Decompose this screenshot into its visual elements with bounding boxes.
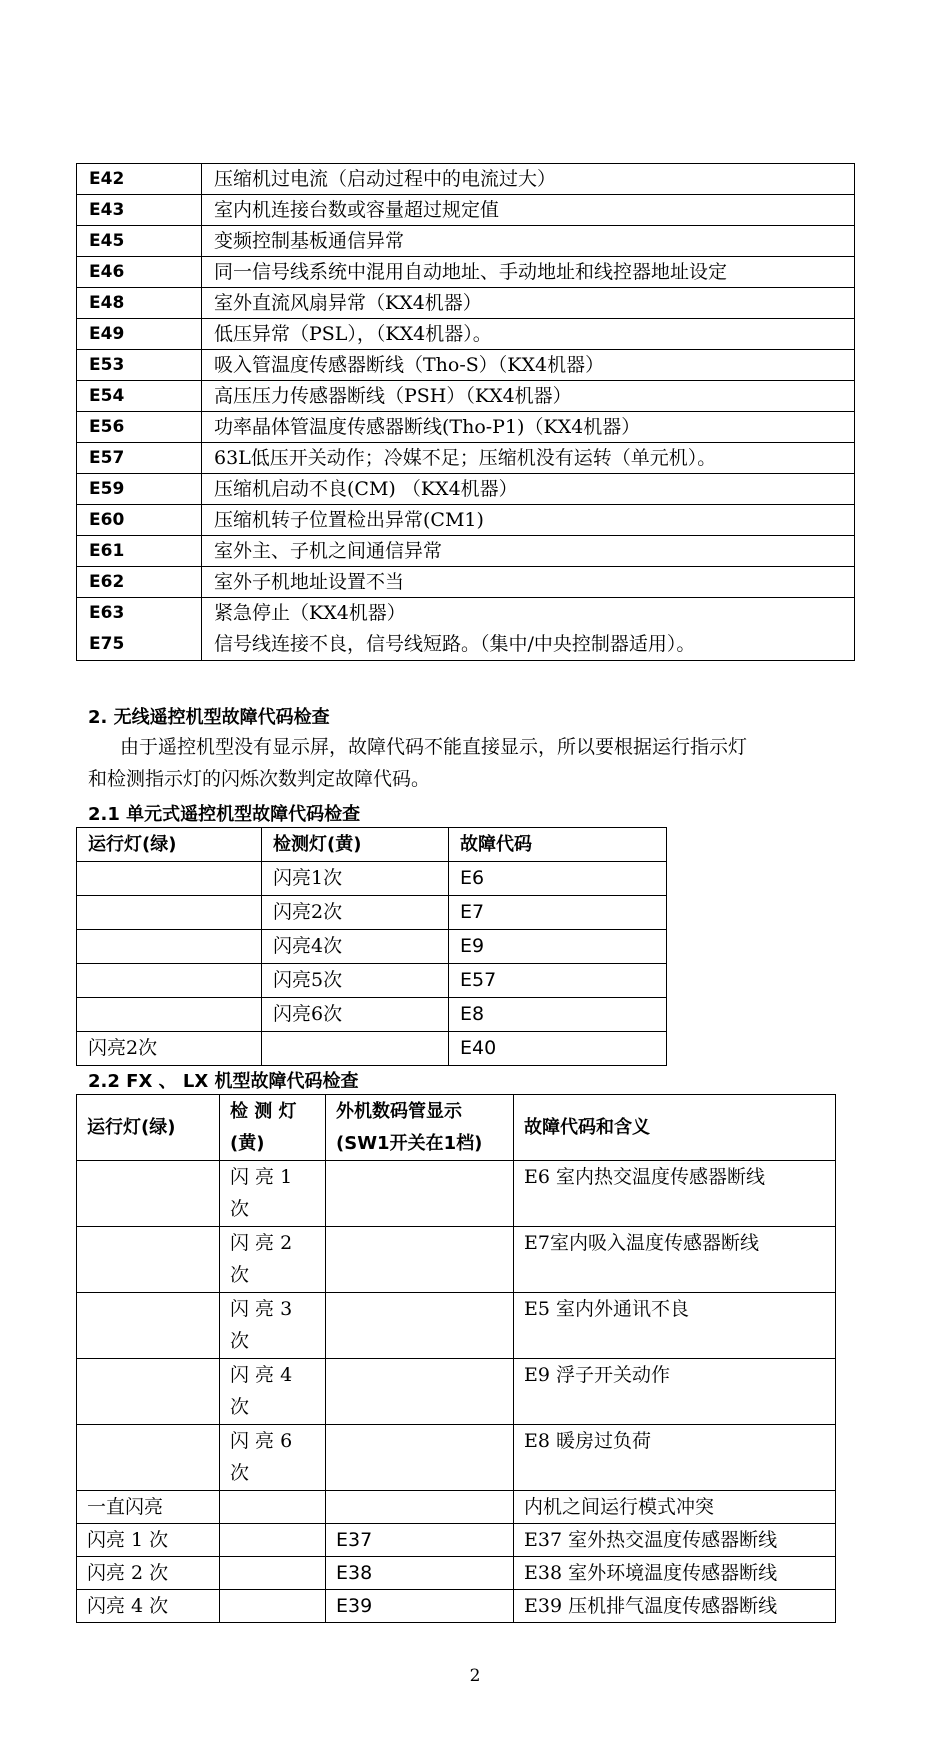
outdoor-display-cell — [326, 1491, 514, 1524]
error-code: E75 — [89, 634, 125, 654]
fx-lx-code-table — [76, 1094, 836, 1623]
error-code: E61 — [77, 536, 202, 567]
table-row — [77, 536, 855, 567]
error-description: 同一信号线系统中混用自动地址、手动地址和线控器地址设定 — [202, 257, 855, 288]
table-row — [77, 1557, 836, 1590]
error-description: 功率晶体管温度传感器断线(Tho-P1)（KX4机器） — [202, 412, 855, 443]
run-light-cell: 闪亮 2 次 — [77, 1557, 220, 1590]
error-code: E60 — [77, 505, 202, 536]
error-code: E56 — [77, 412, 202, 443]
table-row — [77, 1227, 836, 1293]
header-line: (黄) — [230, 1132, 265, 1154]
error-code: E54 — [77, 381, 202, 412]
table-row — [77, 505, 855, 536]
run-light-cell: 闪亮 4 次 — [77, 1590, 220, 1623]
error-code-cell: E8 — [449, 998, 667, 1032]
run-light-cell — [77, 896, 262, 930]
outdoor-display-cell — [326, 1359, 514, 1425]
table-row — [77, 1425, 836, 1491]
error-description: 63L低压开关动作；冷媒不足；压缩机没有运转（单元机）。 — [202, 443, 855, 474]
cell-line: 次 — [230, 1396, 250, 1418]
error-code: E63 — [89, 603, 125, 623]
table-row — [77, 474, 855, 505]
outdoor-display-cell — [326, 1161, 514, 1227]
table-row — [77, 1032, 667, 1066]
error-code: E45 — [77, 226, 202, 257]
table-row — [77, 1359, 836, 1425]
error-description: 压缩机启动不良(CM) （KX4机器） — [202, 474, 855, 505]
check-light-cell — [220, 1161, 326, 1227]
check-light-cell — [220, 1557, 326, 1590]
cell-line: 闪 亮 4 — [230, 1364, 293, 1386]
error-code: E48 — [77, 288, 202, 319]
header-line: (SW1开关在1档) — [336, 1132, 483, 1154]
run-light-cell: 闪亮2次 — [77, 1032, 262, 1066]
column-header: 故障代码 — [449, 828, 667, 862]
check-light-cell — [220, 1590, 326, 1623]
cell-line: 次 — [230, 1198, 250, 1220]
table-row — [77, 381, 855, 412]
table-row — [77, 257, 855, 288]
column-header: 运行灯(绿) — [77, 828, 262, 862]
paragraph-line: 由于遥控机型没有显示屏，故障代码不能直接显示，所以要根据运行指示灯 — [120, 736, 748, 758]
check-light-cell — [220, 1293, 326, 1359]
run-light-cell — [77, 998, 262, 1032]
check-light-cell: 闪亮5次 — [262, 964, 449, 998]
error-code-cell: E57 — [449, 964, 667, 998]
error-description: 室外直流风扇异常（KX4机器） — [202, 288, 855, 319]
check-light-cell — [220, 1359, 326, 1425]
column-header — [220, 1095, 326, 1161]
outdoor-display-cell: E38 — [326, 1557, 514, 1590]
run-light-cell: 闪亮 1 次 — [77, 1524, 220, 1557]
error-code: E62 — [77, 567, 202, 598]
meaning-cell: E37 室外热交温度传感器断线 — [514, 1524, 836, 1557]
table-row — [77, 964, 667, 998]
meaning-cell: E8 暖房过负荷 — [514, 1425, 836, 1491]
run-light-cell — [77, 1227, 220, 1293]
run-light-cell — [77, 964, 262, 998]
error-description: 吸入管温度传感器断线（Tho-S）（KX4机器） — [202, 350, 855, 381]
table-row — [77, 1524, 836, 1557]
error-code: E57 — [77, 443, 202, 474]
table-row — [77, 226, 855, 257]
outdoor-display-cell: E39 — [326, 1590, 514, 1623]
check-light-cell: 闪亮6次 — [262, 998, 449, 1032]
error-code: E42 — [77, 164, 202, 195]
unit-remote-code-table — [76, 827, 667, 1066]
error-description: 室外主、子机之间通信异常 — [202, 536, 855, 567]
table-header-row — [77, 828, 667, 862]
error-description: 室内机连接台数或容量超过规定值 — [202, 195, 855, 226]
check-light-cell — [220, 1491, 326, 1524]
table-row — [77, 598, 855, 661]
error-description: 压缩机过电流（启动过程中的电流过大） — [202, 164, 855, 195]
table-row — [77, 443, 855, 474]
outdoor-display-cell — [326, 1293, 514, 1359]
meaning-cell: E38 室外环境温度传感器断线 — [514, 1557, 836, 1590]
error-description: 信号线连接不良，信号线短路。（集中/中央控制器适用）。 — [214, 633, 696, 655]
error-code-cell: E6 — [449, 862, 667, 896]
cell-line: 闪 亮 3 — [230, 1298, 293, 1320]
header-line: 检 测 灯 — [230, 1100, 297, 1122]
meaning-cell: E9 浮子开关动作 — [514, 1359, 836, 1425]
column-header — [326, 1095, 514, 1161]
table-row — [77, 195, 855, 226]
error-code-cell — [77, 598, 202, 661]
table-row — [77, 1293, 836, 1359]
section-heading: 2.2 FX 、 LX 机型故障代码检查 — [88, 1071, 359, 1092]
error-code: E53 — [77, 350, 202, 381]
page-number: 2 — [469, 1666, 481, 1686]
meaning-cell: E39 压机排气温度传感器断线 — [514, 1590, 836, 1623]
column-header: 运行灯(绿) — [77, 1095, 220, 1161]
check-light-cell — [220, 1524, 326, 1557]
check-light-cell — [262, 1032, 449, 1066]
error-code-cell: E40 — [449, 1032, 667, 1066]
table-row — [77, 1491, 836, 1524]
check-light-cell — [220, 1425, 326, 1491]
header-line: 外机数码管显示 — [336, 1100, 462, 1122]
check-light-cell: 闪亮2次 — [262, 896, 449, 930]
column-header: 检测灯(黄) — [262, 828, 449, 862]
meaning-cell: E5 室内外通讯不良 — [514, 1293, 836, 1359]
error-code-table — [76, 163, 855, 661]
section-heading: 2. 无线遥控机型故障代码检查 — [88, 707, 330, 728]
table-row — [77, 862, 667, 896]
meaning-cell: 内机之间运行模式冲突 — [514, 1491, 836, 1524]
meaning-cell: E7室内吸入温度传感器断线 — [514, 1227, 836, 1293]
error-description: 变频控制基板通信异常 — [202, 226, 855, 257]
table-row — [77, 1590, 836, 1623]
cell-line: 次 — [230, 1330, 250, 1352]
table-row — [77, 998, 667, 1032]
error-code: E59 — [77, 474, 202, 505]
outdoor-display-cell: E37 — [326, 1524, 514, 1557]
error-description: 高压压力传感器断线（PSH）（KX4机器） — [202, 381, 855, 412]
outdoor-display-cell — [326, 1227, 514, 1293]
error-description-cell — [202, 598, 855, 661]
error-description: 压缩机转子位置检出异常(CM1) — [202, 505, 855, 536]
cell-line: 次 — [230, 1264, 250, 1286]
outdoor-display-cell — [326, 1425, 514, 1491]
run-light-cell — [77, 862, 262, 896]
run-light-cell — [77, 1293, 220, 1359]
check-light-cell: 闪亮1次 — [262, 862, 449, 896]
run-light-cell — [77, 1425, 220, 1491]
table-row — [77, 350, 855, 381]
run-light-cell — [77, 1161, 220, 1227]
run-light-cell — [77, 1359, 220, 1425]
check-light-cell: 闪亮4次 — [262, 930, 449, 964]
table-row — [77, 1161, 836, 1227]
table-row — [77, 164, 855, 195]
cell-line: 闪 亮 6 — [230, 1430, 293, 1452]
check-light-cell — [220, 1227, 326, 1293]
table-row — [77, 319, 855, 350]
run-light-cell — [77, 930, 262, 964]
table-row — [77, 896, 667, 930]
error-code: E46 — [77, 257, 202, 288]
table-row — [77, 288, 855, 319]
cell-line: 闪 亮 1 — [230, 1166, 293, 1188]
table-header-row — [77, 1095, 836, 1161]
error-description: 紧急停止（KX4机器） — [214, 602, 406, 624]
error-code-cell: E9 — [449, 930, 667, 964]
error-description: 室外子机地址设置不当 — [202, 567, 855, 598]
error-description: 低压异常（PSL），（KX4机器）。 — [202, 319, 855, 350]
cell-line: 次 — [230, 1462, 250, 1484]
error-code: E49 — [77, 319, 202, 350]
column-header: 故障代码和含义 — [514, 1095, 836, 1161]
meaning-cell: E6 室内热交温度传感器断线 — [514, 1161, 836, 1227]
error-code: E43 — [77, 195, 202, 226]
run-light-cell: 一直闪亮 — [77, 1491, 220, 1524]
paragraph-line: 和检测指示灯的闪烁次数判定故障代码。 — [88, 768, 431, 790]
table-row — [77, 930, 667, 964]
error-code-cell: E7 — [449, 896, 667, 930]
table-row — [77, 412, 855, 443]
cell-line: 闪 亮 2 — [230, 1232, 293, 1254]
section-heading: 2.1 单元式遥控机型故障代码检查 — [88, 804, 361, 825]
table-row — [77, 567, 855, 598]
